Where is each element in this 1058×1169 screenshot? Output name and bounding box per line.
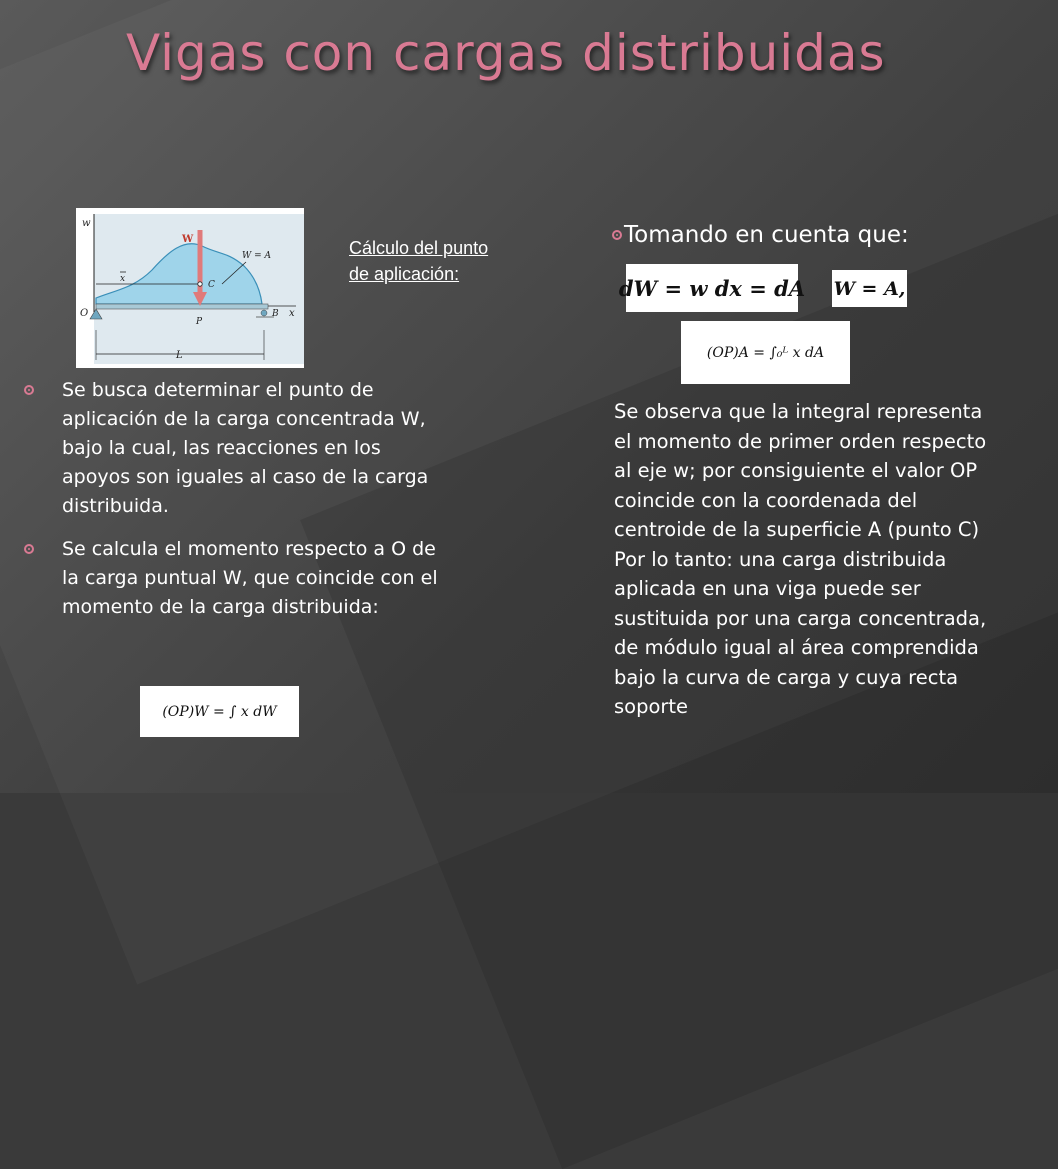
O-label: O [80,308,89,319]
list-item [18,535,438,622]
equation-moment-A [681,321,850,384]
right-heading [608,218,1048,252]
L-label: L [176,350,183,361]
W-label: W [182,234,194,245]
centroid-point [198,282,202,286]
heading-text: Tomando en cuenta que: [624,222,909,248]
bullet-text: Se calcula el momento respecto a O de la carga puntual W, que coincide con el momento de la carga distribuida: [62,538,438,618]
equation-moment-W [140,686,299,737]
paragraph-conclusion: Por lo tanto: una carga distribuida aplicada en una viga puede ser sustituida por una carga concentrada, de módulo igual al área comprendida bajo la curva de carga y cuya recta soporte [614,547,987,718]
equation-text: W = A, [833,277,906,300]
W-equals-A-label: W = A [242,251,272,261]
beam-diagram [76,208,304,368]
figure-caption: Cálculo del punto de aplicación: [349,238,489,284]
bullet-text: Se busca determinar el punto de aplicación de la carga concentrada W, bajo la cual, las reacciones en los apoyos son iguales al caso de la carga distribuida. [62,379,429,517]
list-item [18,376,438,521]
bullet-icon [24,544,34,554]
equation-dW [618,264,806,312]
roller-support-B [261,310,267,316]
w-axis-label: w [82,218,91,229]
bullet-icon [612,230,622,240]
paragraph-centroid: Se observa que la integral representa el momento de primer orden respecto al eje w; por consiguiente el valor OP coincide con la coordenada del centroide de la superficie A (punto C) [614,400,987,541]
equation-W-equals-A [832,270,907,307]
beam-load-figure [76,208,304,368]
x-axis-label: x [289,308,295,319]
right-body-text [614,397,994,722]
slide-title: Vigas con cargas distribuidas [126,24,886,82]
C-label: C [208,280,215,290]
left-bullet-list [18,376,438,636]
B-label: B [272,309,279,319]
equation-text: (OP)A = ∫₀ᴸ x dA [706,344,825,361]
equation-text: (OP)W = ∫ x dW [162,703,277,720]
equation-text: dW = w dx = dA [618,275,806,301]
bullet-icon [24,385,34,395]
beam [96,304,268,309]
x-bar-label: x [120,274,126,284]
P-label: P [196,317,203,327]
